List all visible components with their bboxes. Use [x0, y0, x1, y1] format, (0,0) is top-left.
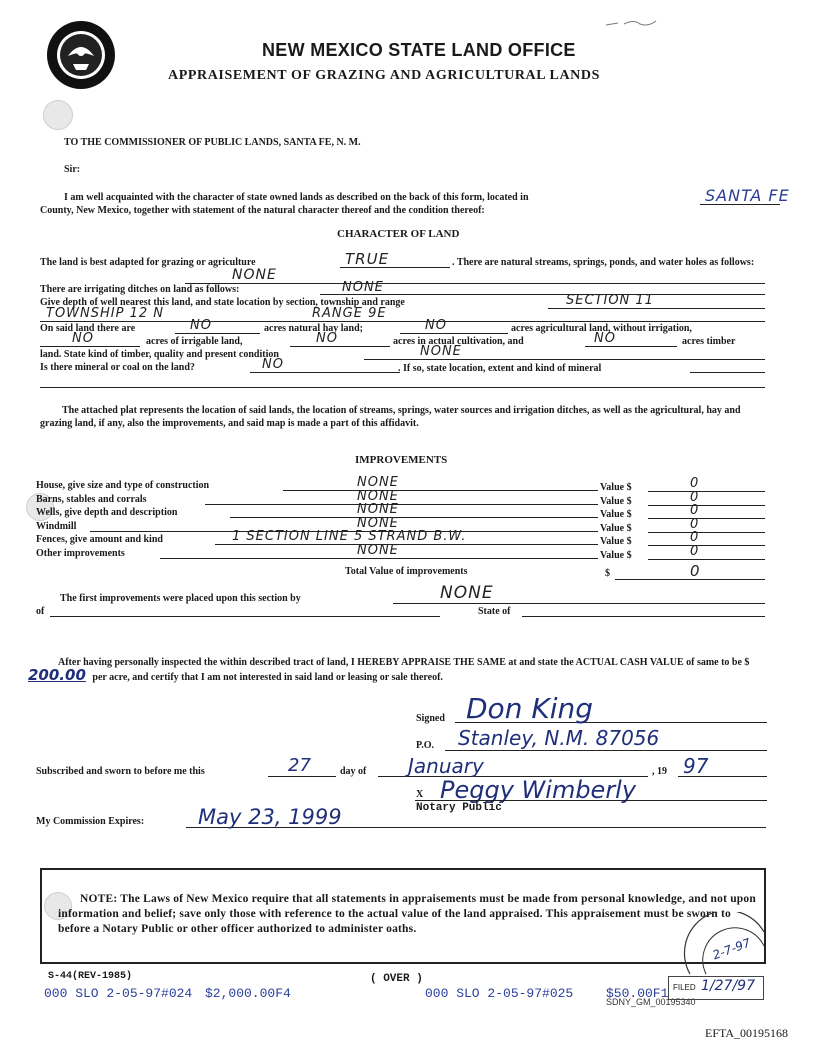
a-range: RANGE 9E — [312, 306, 387, 321]
improvement-underline — [230, 517, 598, 518]
receipt-stamp-2: $2,000.00F4 — [205, 986, 291, 1001]
notary-signature: Peggy Wimberly — [440, 776, 637, 804]
appraisal-amount: 200.00 — [28, 666, 86, 684]
efta-number: EFTA_00195168 — [705, 1026, 789, 1040]
state-of-label: State of — [478, 606, 511, 617]
total-value: 0 — [690, 562, 701, 580]
total-dollar: $ — [605, 568, 610, 579]
improvement-value-label: Value $ — [600, 495, 632, 507]
improvement-answer: NONE — [357, 542, 399, 558]
note-text: NOTE: The Laws of New Mexico require that all statements in appraisements must be made from personal knowledge, and not upon information and belief; save only those with reference to the actual value of the land appraised. This appraisement must be sworn to before a Notary Public or other officer authorized to administer oaths. — [58, 893, 756, 935]
a-cult: NO — [316, 331, 338, 346]
cult-underline — [290, 346, 390, 347]
improvement-value-label: Value $ — [600, 482, 632, 493]
improvement-value: 0 — [690, 489, 700, 505]
hay-underline — [175, 333, 260, 334]
improvement-value-underline — [648, 545, 765, 546]
po-underline — [445, 750, 767, 751]
filed-stamp — [668, 976, 764, 1000]
x-label: X — [416, 789, 424, 800]
notary-underline — [415, 800, 767, 801]
streams-underline — [185, 283, 765, 284]
improvement-answer: NONE — [357, 515, 399, 531]
over-label: ( OVER ) — [370, 973, 423, 985]
a-mineral: NO — [262, 357, 284, 372]
form-number: S-44(REV-1985) — [48, 971, 133, 982]
state-of-underline — [522, 616, 765, 617]
irrig-underline — [40, 346, 140, 347]
improvement-underline — [215, 544, 598, 545]
character-heading: CHARACTER OF LAND — [337, 228, 460, 240]
state-seal — [46, 20, 116, 90]
first-improvements-label: The first improvements were placed upon this section by — [60, 593, 301, 604]
improvement-value-label: Value $ — [600, 522, 632, 534]
filed-date: 1/27/97 — [701, 978, 755, 994]
q-ag: acres agricultural land, without irrigation, — [511, 323, 692, 334]
sworn-month: January — [408, 754, 484, 778]
q-cult: acres in actual cultivation, and — [393, 336, 524, 347]
po-label: P.O. — [416, 740, 434, 751]
improvement-value-underline — [648, 491, 765, 492]
improvement-answer: 1 SECTION LINE 5 STRAND B.W. — [232, 529, 467, 544]
commission-value: May 23, 1999 — [198, 805, 342, 829]
signer-signature: Don King — [466, 692, 593, 725]
to-commissioner: TO THE COMMISSIONER OF PUBLIC LANDS, SANTA FE, N. M. — [64, 137, 361, 148]
improvement-value: 0 — [690, 530, 700, 545]
a-streams: NONE — [232, 267, 277, 283]
q-mineral: Is there mineral or coal on the land? — [40, 362, 195, 373]
improvement-value-label: Value $ — [600, 509, 632, 520]
a-section: SECTION 11 — [566, 293, 654, 308]
a-township: TOWNSHIP 12 N — [46, 306, 164, 321]
timber-kind-underline — [364, 359, 765, 360]
improvement-label: Fences, give amount and kind — [36, 534, 163, 545]
a-ditches: NONE — [342, 280, 384, 295]
improvement-underline — [283, 490, 598, 491]
receipt-stamp-3: 000 SLO 2-05-97#025 — [425, 986, 574, 1001]
q-adapted: The land is best adapted for grazing or agriculture — [40, 257, 256, 268]
improvement-label: Wells, give depth and description — [36, 507, 178, 518]
round-stamp-date: 2-7-97 — [710, 935, 753, 963]
improvement-label: Other improvements — [36, 547, 125, 559]
sdny-number: SDNY_GM_00195340 — [606, 997, 696, 1007]
sworn-year: 97 — [683, 754, 709, 778]
q-ditches: There are irrigating ditches on land as follows: — [40, 284, 240, 295]
appraisal-paragraph — [24, 656, 764, 684]
seal-icon — [46, 20, 116, 90]
improvement-value-label: Value $ — [600, 536, 632, 547]
a-ag: NO — [425, 318, 447, 333]
a-hay: NO — [190, 318, 212, 333]
q-onsaid: On said land there are — [40, 323, 136, 334]
timber-underline — [585, 346, 677, 347]
appraisal-text-1: After having personally inspected the within described tract of land, I HEREBY APPRAISE THE SAME at and state the ACTUAL CASH VALUE of same to be $ — [58, 657, 750, 668]
improvement-value-underline — [648, 532, 765, 533]
punch-hole-top — [43, 100, 73, 130]
day-underline — [268, 776, 336, 777]
q-mineral2: . If so, state location, extent and kind of mineral — [398, 363, 602, 374]
improvement-value-underline — [648, 518, 765, 519]
total-label: Total Value of improvements — [345, 566, 468, 577]
improvement-value: 0 — [690, 543, 700, 559]
year-prefix: , 19 — [652, 766, 667, 777]
section-underline — [548, 308, 765, 309]
first-improvements-underline — [393, 603, 765, 604]
q-hay: acres natural hay land; — [264, 323, 363, 334]
office-title: NEW MEXICO STATE LAND OFFICE — [262, 40, 576, 60]
sir-greeting: Sir: — [64, 164, 81, 175]
improvement-label: Barns, stables and corrals — [36, 493, 147, 505]
q-land: land. State kind of timber, quality and present condition — [40, 349, 279, 360]
sworn-day: 27 — [288, 755, 311, 776]
a-irrig: NO — [72, 331, 94, 346]
improvement-value-label: Value $ — [600, 549, 632, 561]
receipt-stamp-1: 000 SLO 2-05-97#024 — [44, 986, 193, 1001]
improvement-underline — [160, 558, 598, 559]
improvement-value: 0 — [690, 516, 700, 532]
mineral-extra-underline-1 — [690, 372, 765, 373]
subscribed-label: Subscribed and sworn to before me this — [36, 766, 205, 777]
improvement-answer: NONE — [357, 502, 399, 517]
improvement-underline — [205, 504, 598, 505]
appraisal-text-2: per acre, and certify that I am not interested in said land or leasing or sale thereof. — [92, 672, 443, 683]
a-timber: NO — [594, 331, 616, 346]
intro-line2: County, New Mexico, together with statement of the natural character thereof and the condition thereof: — [40, 205, 485, 216]
form-title: APPRAISEMENT OF GRAZING AND AGRICULTURAL LANDS — [168, 68, 600, 83]
ditches-underline — [320, 294, 765, 295]
q-irrig: acres of irrigable land, — [146, 336, 243, 347]
q-streams: . There are natural streams, springs, ponds, and water holes as follows: — [452, 257, 755, 268]
mineral-extra-underline-2 — [40, 387, 765, 388]
improvement-label: Windmill — [36, 520, 77, 532]
improvement-value: 0 — [690, 503, 700, 518]
improvement-answer: NONE — [357, 488, 399, 504]
first-improvements-answer: NONE — [440, 583, 494, 603]
round-stamp — [682, 912, 766, 976]
q-well: Give depth of well nearest this land, and state location by section, township and range — [40, 297, 405, 308]
plat-paragraph: The attached plat represents the location of said lands, the location of streams, springs, water sources and irrigation ditches, as well as the agricultural, hay and grazing land, if any, also the improvements, and said map is made a part of this affidavit. — [40, 405, 741, 429]
improvement-answer: NONE — [357, 475, 399, 490]
of-label: of — [36, 606, 45, 617]
scribble-mark — [604, 16, 664, 28]
commission-label: My Commission Expires: — [36, 816, 145, 827]
day-of-label: day of — [340, 766, 367, 777]
po-value: Stanley, N.M. 87056 — [458, 726, 660, 750]
intro-line1: I am well acquainted with the character of state owned lands as described on the back of this form, located in — [64, 192, 529, 203]
of-underline — [50, 616, 440, 617]
improvement-value-underline — [648, 505, 765, 506]
improvements-heading: IMPROVEMENTS — [355, 454, 448, 466]
mineral-underline — [250, 372, 400, 373]
improvement-value: 0 — [690, 476, 700, 491]
ag-underline — [400, 333, 508, 334]
notary-label: Notary Public — [416, 802, 502, 814]
a-timber-kind: NONE — [420, 344, 462, 359]
county-underline — [700, 204, 780, 205]
improvement-label: House, give size and type of construction — [36, 480, 210, 491]
improvement-value-underline — [648, 559, 765, 560]
signed-label: Signed — [416, 713, 445, 724]
township-underline — [40, 321, 765, 322]
receipt-stamp-4: $50.00F1 — [606, 986, 669, 1001]
county-value: SANTA FE — [705, 186, 790, 205]
a-adapted: TRUE — [345, 250, 390, 268]
filed-label: FILED — [673, 983, 696, 992]
q-timber: acres timber — [682, 336, 736, 347]
